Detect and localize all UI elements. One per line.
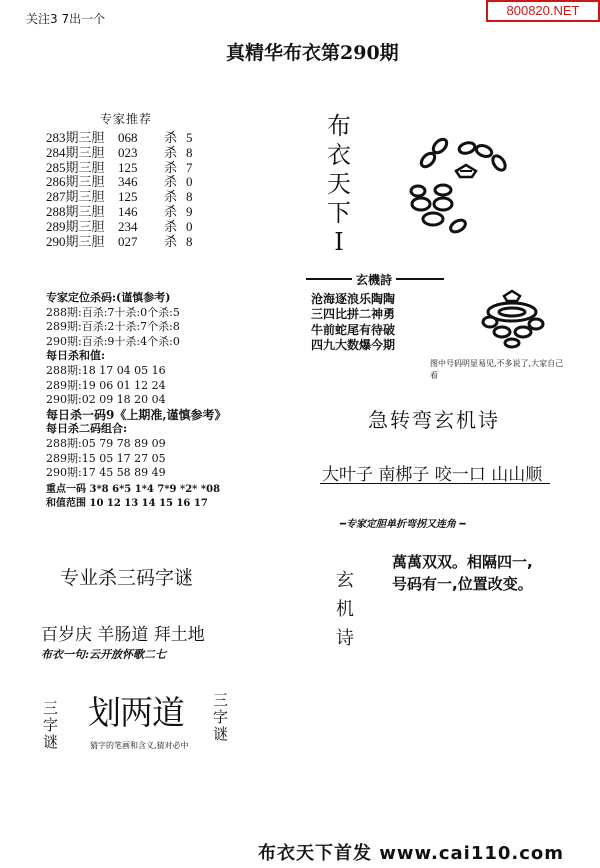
buyi-vertical-title: 布衣天下I <box>327 112 351 256</box>
riddle-small-note: 猜字的笔画和含义,猜对必中 <box>90 741 189 750</box>
two-code-heading: 每日杀二码组合: <box>46 422 128 436</box>
sum-kill-heading: 每日杀和值: <box>46 349 106 363</box>
list-item: 290期:百杀:9十杀:4个杀:0 <box>46 334 180 348</box>
xuanji-poem <box>311 292 395 353</box>
table-row: 288期三胆 146 杀 9 <box>46 203 193 219</box>
list-item: 289期:19 06 01 12 24 <box>46 378 166 392</box>
list-item: 289期:百杀:2十杀:7个杀:8 <box>46 320 180 334</box>
chain-puzzle-image <box>404 133 524 249</box>
kill-code-block <box>46 291 227 512</box>
poem-line: 萬萬双双。相隔四一, <box>392 553 533 571</box>
position-kill-heading: 专家定位杀码:(谨慎参考) <box>46 291 171 304</box>
list-item: 288期:05 79 78 89 09 <box>46 436 166 450</box>
table-row: 284期三胆 023 杀 8 <box>46 144 193 160</box>
one-code-kill: 每日杀一码9《上期准,谨慎参考》 <box>46 407 227 422</box>
table-row: 285期三胆 125 杀 7 <box>46 159 193 175</box>
list-item: 290期:02 09 18 20 04 <box>46 393 166 407</box>
table-row: 287期三胆 125 杀 8 <box>46 189 193 205</box>
top-note: 关注3 7出一个 <box>26 12 106 26</box>
urgent-poem-title: 急转弯玄机诗 <box>368 408 500 432</box>
underline <box>320 483 550 484</box>
list-item: 288期:18 17 04 05 16 <box>46 363 166 377</box>
table-row: 283期三胆 068 杀 5 <box>46 130 193 145</box>
expert-table <box>46 131 193 249</box>
xuanji-vertical-title: 玄机诗 <box>336 570 354 649</box>
list-item: 289期:15 05 17 27 05 <box>46 451 166 465</box>
xuanji-poem-title: 玄機詩 <box>352 271 396 288</box>
poem-line: 三四比拼二神勇 <box>311 307 396 322</box>
page-title: 真精华布衣第290期 <box>226 42 399 64</box>
list-item: 288期:百杀:7十杀:0个杀:5 <box>46 305 180 319</box>
table-row: 290期三胆 027 杀 8 <box>46 233 193 249</box>
expert-banner: ━专家定胆单折弯拐又连角 ━ <box>340 519 466 530</box>
twist-poem <box>392 551 533 595</box>
poem-line: 牛前蛇尾有待破 <box>311 322 396 337</box>
twist-puzzle-image <box>474 288 554 354</box>
picture-note: 图中号码明显易见,不多说了,大家自己看 <box>430 359 564 380</box>
table-row: 289期三胆 234 杀 0 <box>46 218 193 234</box>
sum-range: 和值范围 10 12 13 14 15 16 17 <box>46 498 208 510</box>
poem-line: 号码有一,位置改变。 <box>392 575 533 593</box>
table-row: 286期三胆 346 杀 0 <box>46 174 193 190</box>
focus-code: 重点一码 3*8 6*5 1*4 7*9 *2* *08 <box>46 483 221 495</box>
riddle-note: 布衣一句:云开放怀歌二七 <box>41 648 167 661</box>
urgent-phrase: 大叶子 南梆子 咬一口 山山顺 <box>322 465 543 485</box>
riddle-right-tag: 三字谜 <box>211 692 229 743</box>
footer-link[interactable]: 布衣天下首发 www.cai110.com <box>258 843 565 864</box>
riddle-answer: 百岁庆 羊肠道 拜土地 <box>41 625 205 645</box>
poem-line: 四九大数爆今期 <box>311 337 396 352</box>
list-item: 290期:17 45 58 89 49 <box>46 466 166 480</box>
expert-heading: 专家推荐 <box>100 112 153 126</box>
riddle-left-tag: 三字谜 <box>41 700 59 751</box>
poem-line: 沧海逐浪乐陶陶 <box>311 292 396 306</box>
site-badge[interactable]: 800820.NET <box>486 0 600 22</box>
riddle-title: 专业杀三码字谜 <box>60 567 194 589</box>
riddle-chars: 划两道 <box>88 693 184 732</box>
